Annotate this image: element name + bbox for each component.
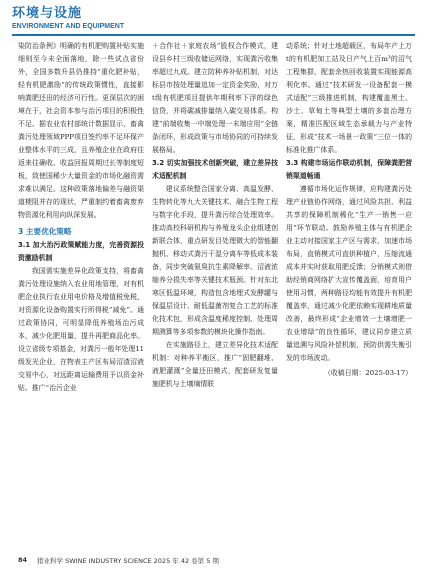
subsection-heading: 3.2 切实加强技术创新突破，建立差异技术适配机制 <box>152 159 278 180</box>
header-divider <box>12 34 415 36</box>
page-number: 84 <box>18 556 28 564</box>
paragraph: ＋合作社＋家庭农场”股权合作模式，建设县乡村三级收储运网络，实现粪污收集率超过九成。建立防种养补贴机制，对达标县市按处理量追加一定资金奖励，对万t级有机肥项目提供年期利率下浮的绿色信贷，并将碳减排量纳入碳交易体系。构建“前端收集一中端处理一末端应用”全链条闭环，形成政策与市场协同的可持续发展格局。 <box>152 42 278 154</box>
paragraph: 我国需实施差异化政策支持，将畜禽粪污处理设施纳入农业用地管理，对有机肥企业执行农业用电价格及增值税免税，对资源化设备购置实行所得税“减免”。通过政策协同，可明显降低养殖场治污成本，减少化肥用量，提升再肥商品化率。设立省级专项基金，对粪污一般年处理11级发光企业，在物表主产区布局沼渣沼液交易中心，对远距离运输费用予以资金补贴。推广“治污企业 <box>18 267 144 392</box>
page-footer <box>18 556 413 565</box>
journal-info: 猪业科学 SWINE INDUSTRY SCIENCE 2025 年 42 卷第 5 期 <box>37 557 219 565</box>
column-2 <box>152 40 278 545</box>
column-1 <box>18 40 144 545</box>
subsection-heading: 3.1 加大治污政策赋能力度，完善资源投资激励机制 <box>18 241 144 262</box>
paragraph: 动系统；针对土地超载区，布局年产上万t的有机肥加工站及日产气上百m³的沼气工程集群，配套余热回收装置实现能源高利化率。通过“技术研发一设备配套一模式适配”三级推进机制，构建覆盖黑土、沙土、草甸土等典型土壤的多套治理方案，精准匹配区域生态承载力与产业特征，形成“技术一场景一政策”三位一体的标准化推广体系。 <box>286 42 412 154</box>
section-title-zh: 环境与设施 <box>12 6 83 21</box>
paragraph: 染防治条例》明确的有机肥购置补贴实施细则至今未全面落地，除一些试点省份外，全国多数升县仍推持“重化肥补贴，轻有机肥激励”的传统政策惯性，直接影响粪肥还田的经济可行性。更深层次的困境在于，社会资本参与治污项目的积极性不足。据农业农村部统计数据显示，畜禽粪污处理领域PPP项目签约率不足环保产业整体水平的三成，且养殖企业在政府往返来往确收、收益回报周期过长等制度短板，致使国稀少大量资金的市场化融资需求难以满足。这种政策落地偏差与融资渠道梗阻并存的现状，严重制约着畜禽废弃物资源化利用向纵深发展。 <box>18 42 144 219</box>
paragraph: 建议系统整合国家分离、高温发酵、生物转化等九大关键技术、融合生物工程与数字化手段，提升粪污综合处理效率。推动高校科研机构与养殖龙头企业组建创新联合体，重点研发目处理微大的智能翻抛机、移动式粪污干湿分离车等低成本装备，同步突破氨臭抗生素降解率、沼液浓缩养分损失率等关键技术瓶颈。针对东北寒区低温环境，构造包含地埋式发酵罐与保温层设计、耐低温菌剂复合工艺的标准化技术包，形成含温度稀度控制、处理周期测算等多项参数的模块化操作指南。 <box>152 185 278 336</box>
paragraph: 在实施路径上，建立差异化技术适配机制：对种养平衡区，推广“固肥翻堆、液肥灌溉”全量还田模式，配套研发复量施肥机与土壤墒情联 <box>152 341 278 388</box>
received-date: （收稿日期：2025-03-17） <box>324 369 412 377</box>
article-body <box>18 40 413 545</box>
section-heading: 3 主要优化策略 <box>18 227 72 236</box>
paragraph: 遵循市场化运作规律，应构建粪污处理产业链协作网络，通过风险共担、利益共享的保障机制稀化“生产一销售一应用”环节联动。鼓励养殖主体与有机肥企业主动对接国家主产区与需求，加速市场布局，直销模式可直供种植户，压缩流通成本并实时获取用肥反馈；分销模式则借助经销商网络扩大宣传覆盖面，培育用户使用习惯，两种路径均能有效提升有机肥覆盖率，通过减少化肥依赖实现耕地质量改善，最终形成“企业增效一土壤增肥一农业增绿”的良性循环，建议同步建立质量追溯与风险补偿机制，预防供需失衡引发的市场波动。 <box>286 185 412 362</box>
section-header <box>12 6 415 36</box>
section-title-en: ENVIRONMENT AND EQUIPMENT <box>12 23 125 30</box>
column-3 <box>286 40 412 545</box>
subsection-heading: 3.3 构建市场运作联动机制，保障粪肥营销渠道畅通 <box>286 159 412 180</box>
